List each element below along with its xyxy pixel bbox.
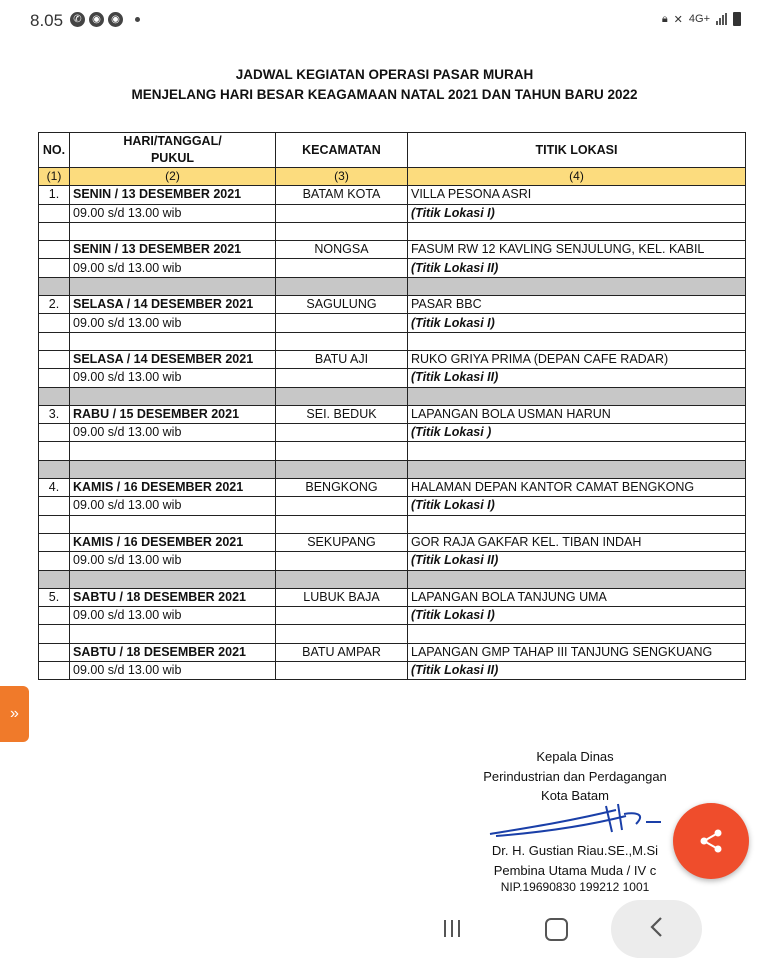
table-header-row (39, 133, 746, 168)
schedule-time-row (39, 424, 746, 442)
blank-cell (408, 515, 746, 533)
cell-no: 4. (39, 479, 70, 497)
cell-titik: (Titik Lokasi ) (408, 424, 746, 442)
share-button[interactable] (673, 803, 749, 879)
col-number: (2) (70, 168, 276, 186)
cell-time: 09.00 s/d 13.00 wib (70, 314, 276, 332)
cell-hari: KAMIS / 16 DESEMBER 2021 (70, 479, 276, 497)
separator-cell (408, 277, 746, 295)
system-icons (662, 12, 741, 26)
separator-row (39, 387, 746, 405)
header-lokasi: TITIK LOKASI (408, 133, 746, 168)
cell-kecamatan: SEI. BEDUK (276, 405, 408, 423)
cell-no-empty (39, 204, 70, 222)
schedule-row (39, 350, 746, 368)
cell-no-empty (39, 497, 70, 515)
separator-cell (276, 570, 408, 588)
cell-lokasi: GOR RAJA GAKFAR KEL. TIBAN INDAH (408, 533, 746, 551)
cell-kecamatan-empty (276, 662, 408, 680)
schedule-row (39, 479, 746, 497)
blank-cell (70, 515, 276, 533)
cell-hari: SABTU / 18 DESEMBER 2021 (70, 588, 276, 606)
separator-row (39, 277, 746, 295)
document-title: JADWAL KEGIATAN OPERASI PASAR MURAH (235, 67, 534, 82)
handwritten-signature (486, 802, 676, 842)
signature-name: Dr. H. Gustian Riau.SE.,M.Si (491, 843, 659, 858)
schedule-time-row (39, 607, 746, 625)
blank-cell (39, 332, 70, 350)
cell-no (39, 643, 70, 661)
notification-icons (70, 12, 140, 27)
signature-nip: NIP.19690830 199212 1001 (500, 880, 650, 894)
document-subtitle: MENJELANG HARI BESAR KEAGAMAAN NATAL 2021 DAN TAHUN BARU 2022 (131, 87, 638, 102)
schedule-time-row (39, 204, 746, 222)
side-panel-tab[interactable] (0, 686, 29, 742)
cell-kecamatan-empty (276, 204, 408, 222)
blank-row (39, 222, 746, 240)
cell-kecamatan: LUBUK BAJA (276, 588, 408, 606)
cell-kecamatan: BATU AMPAR (276, 643, 408, 661)
col-number: (1) (39, 168, 70, 186)
col-number: (4) (408, 168, 746, 186)
separator-cell (70, 460, 276, 478)
separator-cell (39, 460, 70, 478)
schedule-row (39, 643, 746, 661)
cell-no: 2. (39, 296, 70, 314)
separator-cell (39, 387, 70, 405)
cell-lokasi: HALAMAN DEPAN KANTOR CAMAT BENGKONG (408, 479, 746, 497)
cell-time: 09.00 s/d 13.00 wib (70, 662, 276, 680)
schedule-row (39, 186, 746, 204)
cell-lokasi: PASAR BBC (408, 296, 746, 314)
schedule-row (39, 241, 746, 259)
schedule-time-row (39, 314, 746, 332)
separator-row (39, 460, 746, 478)
schedule-time-row (39, 259, 746, 277)
schedule-row (39, 296, 746, 314)
cell-kecamatan: SAGULUNG (276, 296, 408, 314)
cell-time: 09.00 s/d 13.00 wib (70, 497, 276, 515)
cell-titik: (Titik Lokasi II) (408, 552, 746, 570)
cell-no: 5. (39, 588, 70, 606)
cell-hari: SELASA / 14 DESEMBER 2021 (70, 350, 276, 368)
separator-cell (276, 387, 408, 405)
schedule-time-row (39, 662, 746, 680)
chrome-icon: ◉ (108, 12, 123, 27)
blank-cell (408, 222, 746, 240)
signature-city: Kota Batam (541, 788, 609, 803)
cell-hari: SENIN / 13 DESEMBER 2021 (70, 241, 276, 259)
cell-lokasi: RUKO GRIYA PRIMA (DEPAN CAFE RADAR) (408, 350, 746, 368)
cell-hari: KAMIS / 16 DESEMBER 2021 (70, 533, 276, 551)
signature-department: Perindustrian dan Perdagangan (483, 769, 667, 784)
cell-time: 09.00 s/d 13.00 wib (70, 424, 276, 442)
cell-time: 09.00 s/d 13.00 wib (70, 259, 276, 277)
share-icon (698, 828, 724, 854)
blank-cell (39, 222, 70, 240)
separator-cell (70, 277, 276, 295)
cell-lokasi: LAPANGAN BOLA TANJUNG UMA (408, 588, 746, 606)
cell-time: 09.00 s/d 13.00 wib (70, 204, 276, 222)
navigation-bar (0, 898, 769, 960)
cell-kecamatan-empty (276, 497, 408, 515)
separator-cell (276, 460, 408, 478)
cell-kecamatan: NONGSA (276, 241, 408, 259)
separator-cell (70, 387, 276, 405)
network-type: 4G+ (688, 13, 710, 25)
blank-cell (276, 442, 408, 460)
cell-kecamatan-empty (276, 369, 408, 387)
blank-row (39, 515, 746, 533)
cell-titik: (Titik Lokasi II) (408, 662, 746, 680)
cell-no: 3. (39, 405, 70, 423)
cell-time: 09.00 s/d 13.00 wib (70, 369, 276, 387)
schedule-time-row (39, 497, 746, 515)
cell-no (39, 533, 70, 551)
recent-apps-icon[interactable] (444, 920, 460, 937)
cell-kecamatan-empty (276, 424, 408, 442)
separator-cell (276, 277, 408, 295)
cell-hari: RABU / 15 DESEMBER 2021 (70, 405, 276, 423)
cell-no (39, 241, 70, 259)
lock-icon: 🔒︎ (661, 12, 668, 25)
schedule-row (39, 533, 746, 551)
whatsapp-icon: ✆ (70, 12, 85, 27)
more-notifications-icon (135, 17, 140, 22)
blank-cell (276, 222, 408, 240)
cell-no-empty (39, 314, 70, 332)
cell-no-empty (39, 607, 70, 625)
cell-time: 09.00 s/d 13.00 wib (70, 607, 276, 625)
home-icon[interactable] (545, 918, 568, 941)
cell-kecamatan: BATAM KOTA (276, 186, 408, 204)
header-kecamatan: KECAMATAN (276, 133, 408, 168)
blank-cell (39, 442, 70, 460)
blank-cell (276, 332, 408, 350)
battery-icon (733, 12, 741, 26)
separator-cell (39, 570, 70, 588)
chrome-icon: ◉ (89, 12, 104, 27)
blank-cell (70, 222, 276, 240)
cell-kecamatan-empty (276, 552, 408, 570)
signature-rank: Pembina Utama Muda / IV c (493, 863, 657, 878)
cell-titik: (Titik Lokasi II) (408, 369, 746, 387)
cell-titik: (Titik Lokasi I) (408, 607, 746, 625)
separator-cell (39, 277, 70, 295)
cell-no-empty (39, 552, 70, 570)
blank-cell (39, 515, 70, 533)
cell-no-empty (39, 662, 70, 680)
back-icon[interactable] (647, 916, 667, 938)
cell-lokasi: FASUM RW 12 KAVLING SENJULUNG, KEL. KABIL (408, 241, 746, 259)
blank-row (39, 332, 746, 350)
schedule-row (39, 405, 746, 423)
signal-icon (716, 13, 727, 25)
blank-cell (39, 625, 70, 643)
blank-cell (276, 625, 408, 643)
separator-cell (408, 460, 746, 478)
cell-lokasi: LAPANGAN BOLA USMAN HARUN (408, 405, 746, 423)
schedule-row (39, 588, 746, 606)
blank-row (39, 625, 746, 643)
cell-no-empty (39, 424, 70, 442)
cell-kecamatan: SEKUPANG (276, 533, 408, 551)
blank-cell (408, 332, 746, 350)
cell-no-empty (39, 369, 70, 387)
signature-title: Kepala Dinas (536, 749, 614, 764)
cell-time: 09.00 s/d 13.00 wib (70, 552, 276, 570)
header-no: NO. (39, 133, 70, 168)
separator-cell (408, 387, 746, 405)
cell-no-empty (39, 259, 70, 277)
cell-kecamatan: BENGKONG (276, 479, 408, 497)
cell-kecamatan-empty (276, 607, 408, 625)
cell-lokasi: LAPANGAN GMP TAHAP III TANJUNG SENGKUANG (408, 643, 746, 661)
blank-cell (70, 625, 276, 643)
blank-cell (408, 442, 746, 460)
cell-no (39, 350, 70, 368)
blank-cell (408, 625, 746, 643)
blank-cell (70, 332, 276, 350)
cell-hari: SELASA / 14 DESEMBER 2021 (70, 296, 276, 314)
cell-titik: (Titik Lokasi I) (408, 497, 746, 515)
cell-titik: (Titik Lokasi I) (408, 314, 746, 332)
chevron-double-right-icon: » (10, 705, 19, 722)
cell-no: 1. (39, 186, 70, 204)
separator-cell (408, 570, 746, 588)
cell-kecamatan-empty (276, 259, 408, 277)
separator-cell (70, 570, 276, 588)
cell-titik: (Titik Lokasi I) (408, 204, 746, 222)
cell-hari: SABTU / 18 DESEMBER 2021 (70, 643, 276, 661)
cell-kecamatan-empty (276, 314, 408, 332)
schedule-time-row (39, 552, 746, 570)
blank-row (39, 442, 746, 460)
status-time: 8.05 (30, 11, 64, 30)
cell-titik: (Titik Lokasi II) (408, 259, 746, 277)
column-number-row (39, 168, 746, 186)
col-number: (3) (276, 168, 408, 186)
mute-icon: ✕ (673, 13, 683, 26)
schedule-table (38, 132, 746, 680)
cell-kecamatan: BATU AJI (276, 350, 408, 368)
schedule-time-row (39, 369, 746, 387)
status-bar (0, 0, 769, 42)
cell-hari: SENIN / 13 DESEMBER 2021 (70, 186, 276, 204)
blank-cell (70, 442, 276, 460)
cell-lokasi: VILLA PESONA ASRI (408, 186, 746, 204)
blank-cell (276, 515, 408, 533)
separator-row (39, 570, 746, 588)
header-hari: HARI/TANGGAL/ PUKUL (70, 133, 276, 168)
